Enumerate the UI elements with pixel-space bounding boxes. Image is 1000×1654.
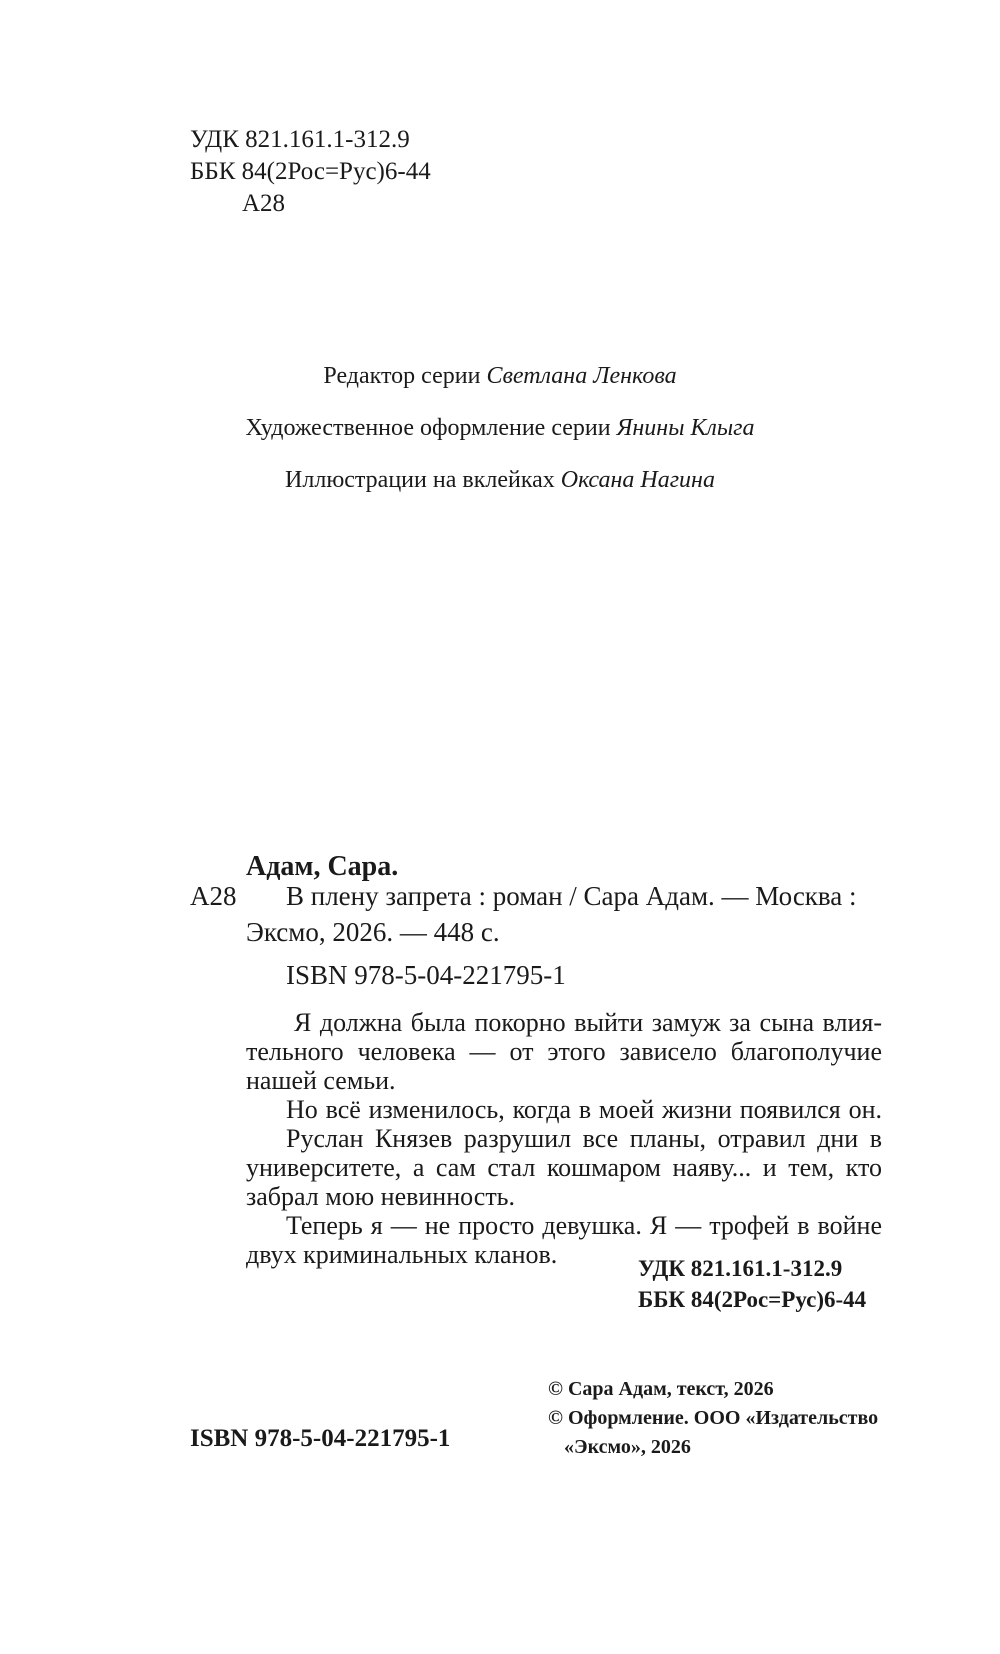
- bbk-code: ББК 84(2Рос=Рус)6-44: [638, 1287, 867, 1312]
- credit-role: Иллюстрации на вклейках: [285, 467, 555, 493]
- copyright-text: © Сара Адам, текст, 2026: [548, 1378, 774, 1400]
- description-line: В плену запрета : роман / Сара Адам. — Москва :: [286, 881, 857, 911]
- bbk-code: ББК 84(2Рос=Рус)6-44: [190, 158, 431, 185]
- credit-name: Оксана Нагина: [560, 467, 715, 493]
- credit-illustrations: [0, 464, 1000, 516]
- credit-series-editor: [0, 360, 1000, 412]
- annotation-line: университете, а сам стал кошмаром наяву... и тем, кто: [246, 1153, 882, 1182]
- bibliographic-description: [246, 878, 882, 950]
- copyright-design-cont: «Эксмо», 2026: [564, 1436, 691, 1458]
- record-author: Адам, Сара.: [246, 851, 399, 882]
- annotation-line: двух криминальных кланов.: [246, 1240, 558, 1269]
- record-isbn: ISBN 978-5-04-221795-1: [286, 960, 566, 990]
- annotation-line: Теперь я — не просто девушка. Я — трофей в войне: [286, 1211, 882, 1240]
- credit-series-design: [0, 412, 1000, 464]
- credit-name: Светлана Ленкова: [486, 363, 677, 389]
- annotation-line: нашей семьи.: [246, 1066, 396, 1095]
- classification-block-bottom: [638, 1253, 866, 1315]
- classification-block-top: [190, 124, 431, 220]
- copyright-block: [548, 1375, 878, 1462]
- annotation-line: забрал мою невинность.: [246, 1182, 516, 1211]
- author-mark: А28: [242, 190, 286, 217]
- description-line: Эксмо, 2026. — 448 с.: [246, 917, 500, 947]
- udk-code: УДК 821.161.1-312.9: [190, 126, 410, 153]
- annotation-line: Но всё изменилось, когда в моей жизни появился он.: [286, 1095, 882, 1124]
- credit-name: Янины Клыга: [616, 415, 755, 441]
- record-author-mark: А28: [190, 881, 237, 911]
- annotation: [246, 1008, 882, 1269]
- annotation-line: тельного человека — от этого зависело благополучие: [246, 1037, 882, 1066]
- footer-isbn: ISBN 978-5-04-221795-1: [190, 1425, 451, 1452]
- credit-role: Редактор серии: [323, 363, 481, 389]
- annotation-line: Я должна была покорно выйти замуж за сына влия-: [294, 1008, 882, 1037]
- annotation-line: Руслан Князев разрушил все планы, отравил дни в: [286, 1124, 882, 1153]
- credits-block: [0, 360, 1000, 516]
- credit-role: Художественное оформление серии: [245, 415, 611, 441]
- udk-code: УДК 821.161.1-312.9: [638, 1256, 843, 1281]
- copyright-design: © Оформление. ООО «Издательство: [548, 1407, 879, 1429]
